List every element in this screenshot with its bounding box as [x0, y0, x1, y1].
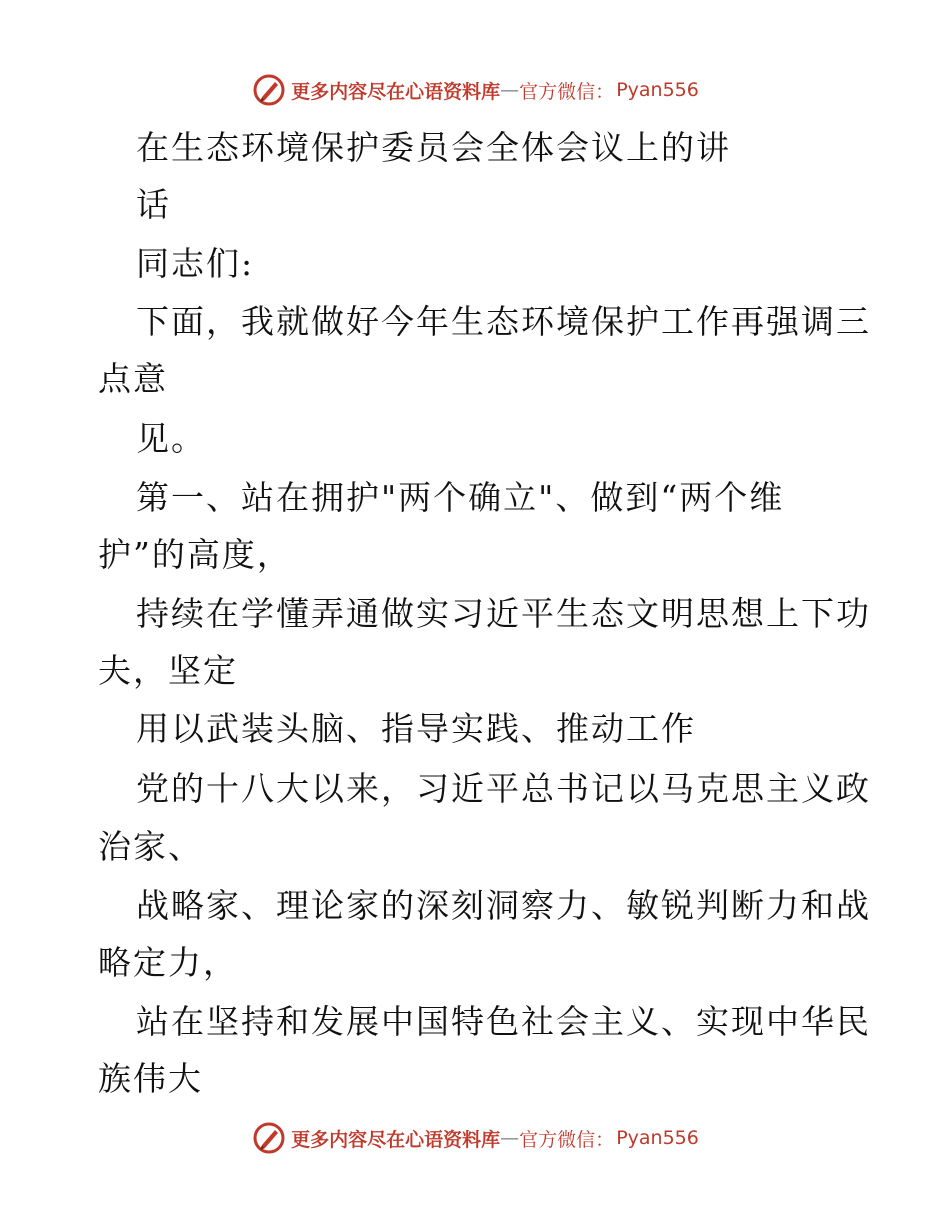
watermark-brand: 更多内容尽在心语资料库: [291, 1128, 501, 1151]
paragraph-line: 夫，坚定: [98, 651, 238, 690]
paragraph-line: 点意: [98, 359, 168, 398]
paragraph-line: 战略家、理论家的深刻洞察力、敏锐判断力和战: [136, 886, 871, 925]
watermark-wechat-id: Pyan556: [616, 79, 699, 101]
paragraph-line: 持续在学懂弄通做实习近平生态文明思想上下功: [136, 594, 871, 633]
watermark-footer: [0, 1118, 950, 1158]
paragraph-line: 党的十八大以来，习近平总书记以马克思主义政: [136, 769, 871, 808]
salutation: 同志们:: [136, 244, 255, 283]
paragraph-line: 用以武装头脑、指导实践、推动工作: [136, 709, 696, 748]
paragraph-line: 见。: [136, 419, 206, 458]
pen-logo-icon: [251, 72, 287, 108]
paragraph-line: 治家、: [98, 827, 203, 866]
watermark-dash: —: [500, 1127, 520, 1149]
paragraph-line: 族伟大: [98, 1059, 203, 1098]
document-title-line-2: 话: [136, 185, 171, 224]
paragraph-line: 略定力，: [98, 943, 238, 982]
pen-logo-icon: [251, 1120, 287, 1156]
watermark-brand: 更多内容尽在心语资料库: [291, 80, 501, 103]
watermark-wechat-label: 官方微信：: [519, 80, 615, 103]
paragraph-line: 站在坚持和发展中国特色社会主义、实现中华民: [136, 1002, 871, 1041]
document-title-line-1: 在生态环境保护委员会全体会议上的讲: [136, 128, 731, 167]
paragraph-line: 下面，我就做好今年生态环境保护工作再强调三: [136, 302, 871, 341]
watermark-dash: —: [500, 79, 520, 101]
watermark-wechat-label: 官方微信：: [519, 1128, 615, 1151]
section-heading-line: 第一、站在拥护"两个确立"、做到“两个维: [136, 478, 785, 517]
watermark-header: [0, 70, 950, 110]
section-heading-line: 护”的高度，: [98, 535, 292, 574]
watermark-wechat-id: Pyan556: [616, 1127, 699, 1149]
